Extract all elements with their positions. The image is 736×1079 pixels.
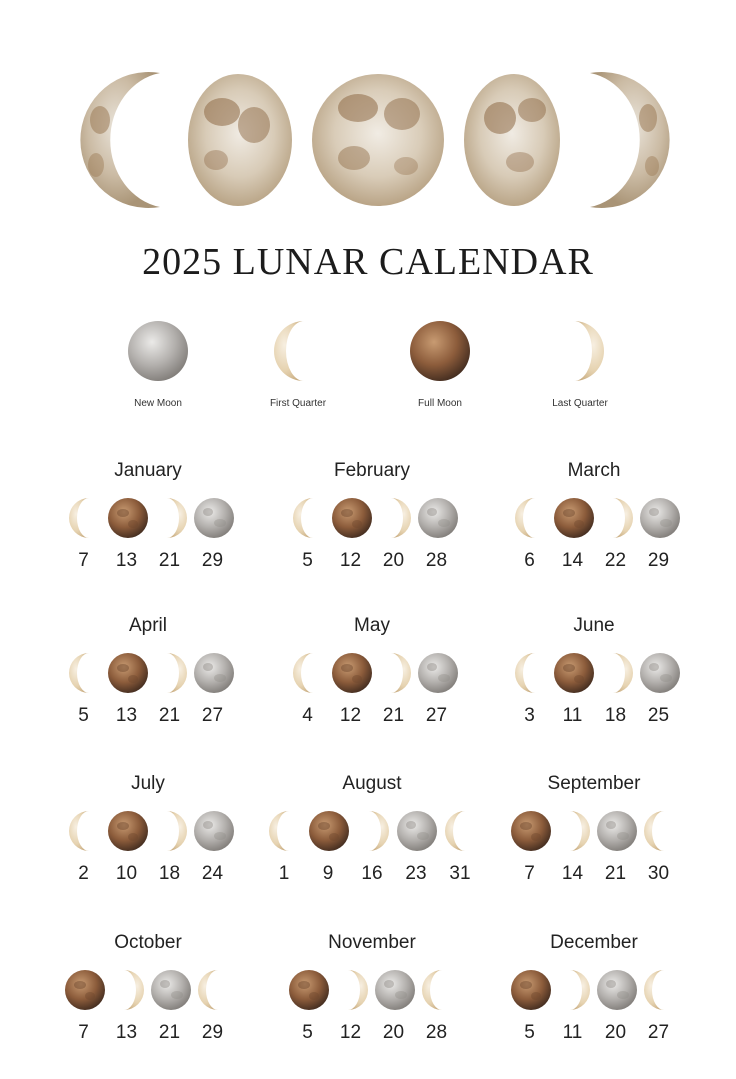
legend-label: New Moon [134, 398, 182, 409]
phase-entry [106, 496, 148, 572]
phase-entry [638, 968, 680, 1044]
phase-date: 14 [561, 863, 584, 884]
month-name: February [333, 460, 411, 481]
legend-label: Full Moon [418, 398, 462, 409]
phase-date: 4 [302, 705, 313, 726]
phase-row [272, 651, 472, 746]
first-quarter-icon [63, 809, 107, 853]
full-moon-icon [407, 318, 473, 384]
phase-entry [416, 496, 458, 572]
phase-entry [106, 968, 148, 1044]
phase-date: 13 [115, 550, 138, 571]
month-block [494, 615, 694, 746]
phase-date: 18 [158, 863, 181, 884]
full-moon-icon [330, 651, 374, 695]
phase-date: 27 [647, 1022, 670, 1043]
first-quarter-icon [63, 496, 107, 540]
phase-entry [149, 968, 191, 1044]
legend-label: First Quarter [269, 398, 327, 409]
phase-date: 29 [201, 550, 224, 571]
last-quarter-icon [552, 968, 596, 1012]
new-moon-icon [192, 496, 236, 540]
phase-date: 21 [158, 1022, 181, 1043]
full-moon-icon [552, 651, 596, 695]
last-quarter-icon [149, 651, 193, 695]
month-block [494, 932, 694, 1063]
full-moon-icon [552, 496, 596, 540]
phase-entry [192, 496, 234, 572]
first-quarter-icon [265, 318, 331, 384]
phase-row [48, 496, 248, 591]
phase-entry [638, 651, 680, 727]
month-name: August [342, 773, 402, 794]
phase-row [272, 496, 472, 591]
phase-entry [638, 809, 680, 885]
new-moon-icon [595, 809, 639, 853]
phase-row [48, 968, 248, 1063]
phase-date: 10 [115, 863, 138, 884]
full-moon-icon [330, 496, 374, 540]
phase-date: 5 [302, 1022, 313, 1043]
phase-entry [287, 968, 329, 1044]
phase-date: 7 [524, 863, 535, 884]
full-moon-icon [509, 968, 553, 1012]
phase-entry [63, 809, 105, 885]
last-quarter-icon [149, 496, 193, 540]
phase-entry [149, 496, 191, 572]
phase-entry [330, 651, 372, 727]
phase-date: 28 [425, 1022, 448, 1043]
full-moon-icon [287, 968, 331, 1012]
phase-entry [330, 496, 372, 572]
legend-new-moon [98, 318, 218, 409]
new-moon-icon [416, 496, 460, 540]
phase-date: 12 [339, 1022, 362, 1043]
phase-row [494, 968, 694, 1063]
new-moon-icon [373, 968, 417, 1012]
phase-row [494, 651, 694, 746]
full-moon-icon [106, 496, 150, 540]
first-quarter-icon [509, 651, 553, 695]
full-moon-icon [106, 809, 150, 853]
phase-entry [63, 968, 105, 1044]
first-quarter-icon [638, 968, 682, 1012]
phase-row [48, 651, 248, 746]
phase-date: 7 [78, 1022, 89, 1043]
waning-gibbous-illustration [462, 70, 566, 210]
new-moon-icon [395, 809, 439, 853]
phase-entry [192, 968, 234, 1044]
month-name: January [114, 460, 182, 481]
phase-entry [509, 651, 551, 727]
last-quarter-icon [547, 318, 613, 384]
first-quarter-icon [638, 809, 682, 853]
phase-entry [373, 968, 415, 1044]
full-moon-icon [307, 809, 351, 853]
phase-entry [509, 809, 551, 885]
first-quarter-icon [509, 496, 553, 540]
month-block [272, 615, 472, 746]
month-block [48, 615, 248, 746]
phase-entry [149, 651, 191, 727]
phase-entry [106, 809, 148, 885]
first-quarter-icon [416, 968, 460, 1012]
first-quarter-icon [287, 496, 331, 540]
phase-date: 21 [382, 705, 405, 726]
full-moon-icon [63, 968, 107, 1012]
phase-date: 27 [201, 705, 224, 726]
phase-date: 16 [361, 863, 383, 884]
new-moon-icon [125, 318, 191, 384]
phase-date: 25 [647, 705, 670, 726]
first-quarter-icon [192, 968, 236, 1012]
last-quarter-icon [595, 496, 639, 540]
last-quarter-icon [373, 496, 417, 540]
phase-date: 9 [322, 863, 334, 884]
last-quarter-icon [149, 809, 193, 853]
last-quarter-icon [552, 809, 596, 853]
month-name: October [114, 932, 182, 953]
phase-entry [595, 968, 637, 1044]
phase-row [494, 496, 694, 591]
month-name: June [573, 615, 615, 636]
phase-date: 30 [647, 863, 670, 884]
month-name: May [354, 615, 390, 636]
phase-entry [395, 809, 437, 885]
new-moon-icon [149, 968, 193, 1012]
month-block [48, 773, 248, 904]
last-quarter-icon [106, 968, 150, 1012]
month-block [48, 932, 248, 1063]
phase-entry [552, 651, 594, 727]
phase-entry [373, 496, 415, 572]
phase-date: 21 [158, 550, 181, 571]
phase-date: 13 [115, 1022, 138, 1043]
phase-entry [595, 809, 637, 885]
phase-date: 6 [524, 550, 535, 571]
phase-date: 21 [158, 705, 181, 726]
phase-entry [416, 651, 458, 727]
phase-date: 22 [604, 550, 627, 571]
last-quarter-icon [595, 651, 639, 695]
full-moon-icon [509, 809, 553, 853]
phase-date: 1 [278, 863, 290, 884]
page-title: 2025 LUNAR CALENDAR [142, 241, 594, 283]
phase-entry [63, 496, 105, 572]
phase-date: 12 [339, 705, 362, 726]
phase-entry [63, 651, 105, 727]
first-quarter-icon [439, 809, 483, 853]
phase-date: 27 [425, 705, 448, 726]
phase-entry [638, 496, 680, 572]
waxing-crescent-illustration [78, 70, 170, 210]
legend-full-moon [380, 318, 500, 409]
phase-legend [0, 318, 736, 418]
phase-date: 23 [405, 863, 427, 884]
phase-date: 12 [339, 550, 362, 571]
phase-entry [595, 496, 637, 572]
month-name: March [567, 460, 621, 481]
phase-entry [439, 809, 481, 885]
new-moon-icon [638, 651, 682, 695]
phase-date: 29 [201, 1022, 224, 1043]
month-name: July [131, 773, 165, 794]
phase-entry [416, 968, 458, 1044]
phase-date: 13 [115, 705, 138, 726]
month-block [272, 932, 472, 1063]
month-name: September [547, 773, 641, 794]
new-moon-icon [595, 968, 639, 1012]
new-moon-icon [416, 651, 460, 695]
phase-entry [149, 809, 191, 885]
phase-date: 20 [604, 1022, 627, 1043]
phase-date: 20 [382, 550, 405, 571]
phase-date: 5 [78, 705, 89, 726]
last-quarter-icon [330, 968, 374, 1012]
new-moon-icon [638, 496, 682, 540]
phase-entry [307, 809, 349, 885]
phase-date: 14 [561, 550, 584, 571]
new-moon-icon [192, 651, 236, 695]
phase-entry [192, 809, 234, 885]
phase-date: 2 [78, 863, 89, 884]
new-moon-icon [192, 809, 236, 853]
phase-entry [106, 651, 148, 727]
waxing-gibbous-illustration [182, 70, 294, 210]
phase-entry [509, 496, 551, 572]
waning-crescent-illustration [586, 70, 670, 210]
last-quarter-icon [351, 809, 395, 853]
month-block [48, 460, 248, 591]
phase-entry [263, 809, 305, 885]
month-block [494, 773, 694, 904]
phase-entry [287, 651, 329, 727]
phase-entry [595, 651, 637, 727]
phase-date: 7 [78, 550, 89, 571]
legend-first-quarter [238, 318, 358, 409]
phase-entry [192, 651, 234, 727]
month-name: November [328, 932, 416, 953]
phase-date: 11 [562, 1022, 583, 1043]
phase-entry [351, 809, 393, 885]
full-moon-illustration [310, 70, 446, 210]
phase-row [48, 809, 248, 904]
phase-date: 24 [201, 863, 224, 884]
phase-entry [509, 968, 551, 1044]
phase-row [272, 809, 472, 904]
phase-date: 31 [449, 863, 471, 884]
legend-label: Last Quarter [552, 398, 608, 409]
phase-row [494, 809, 694, 904]
first-quarter-icon [263, 809, 307, 853]
phase-entry [552, 496, 594, 572]
full-moon-icon [106, 651, 150, 695]
first-quarter-icon [63, 651, 107, 695]
phase-date: 3 [524, 705, 535, 726]
phase-entry [330, 968, 372, 1044]
month-name: April [128, 615, 167, 636]
phase-date: 11 [562, 705, 583, 726]
phase-date: 20 [382, 1022, 405, 1043]
phase-entry [287, 496, 329, 572]
month-name: December [550, 932, 638, 953]
hero-moon-phases [0, 70, 736, 210]
first-quarter-icon [287, 651, 331, 695]
phase-date: 5 [302, 550, 313, 571]
month-block [272, 773, 472, 904]
phase-date: 5 [524, 1022, 535, 1043]
phase-date: 29 [647, 550, 670, 571]
month-block [272, 460, 472, 591]
phase-entry [552, 809, 594, 885]
month-block [494, 460, 694, 591]
phase-date: 28 [425, 550, 448, 571]
phase-date: 18 [604, 705, 627, 726]
last-quarter-icon [373, 651, 417, 695]
phase-row [272, 968, 472, 1063]
phase-entry [373, 651, 415, 727]
phase-entry [552, 968, 594, 1044]
legend-last-quarter [520, 318, 640, 409]
phase-date: 21 [604, 863, 627, 884]
